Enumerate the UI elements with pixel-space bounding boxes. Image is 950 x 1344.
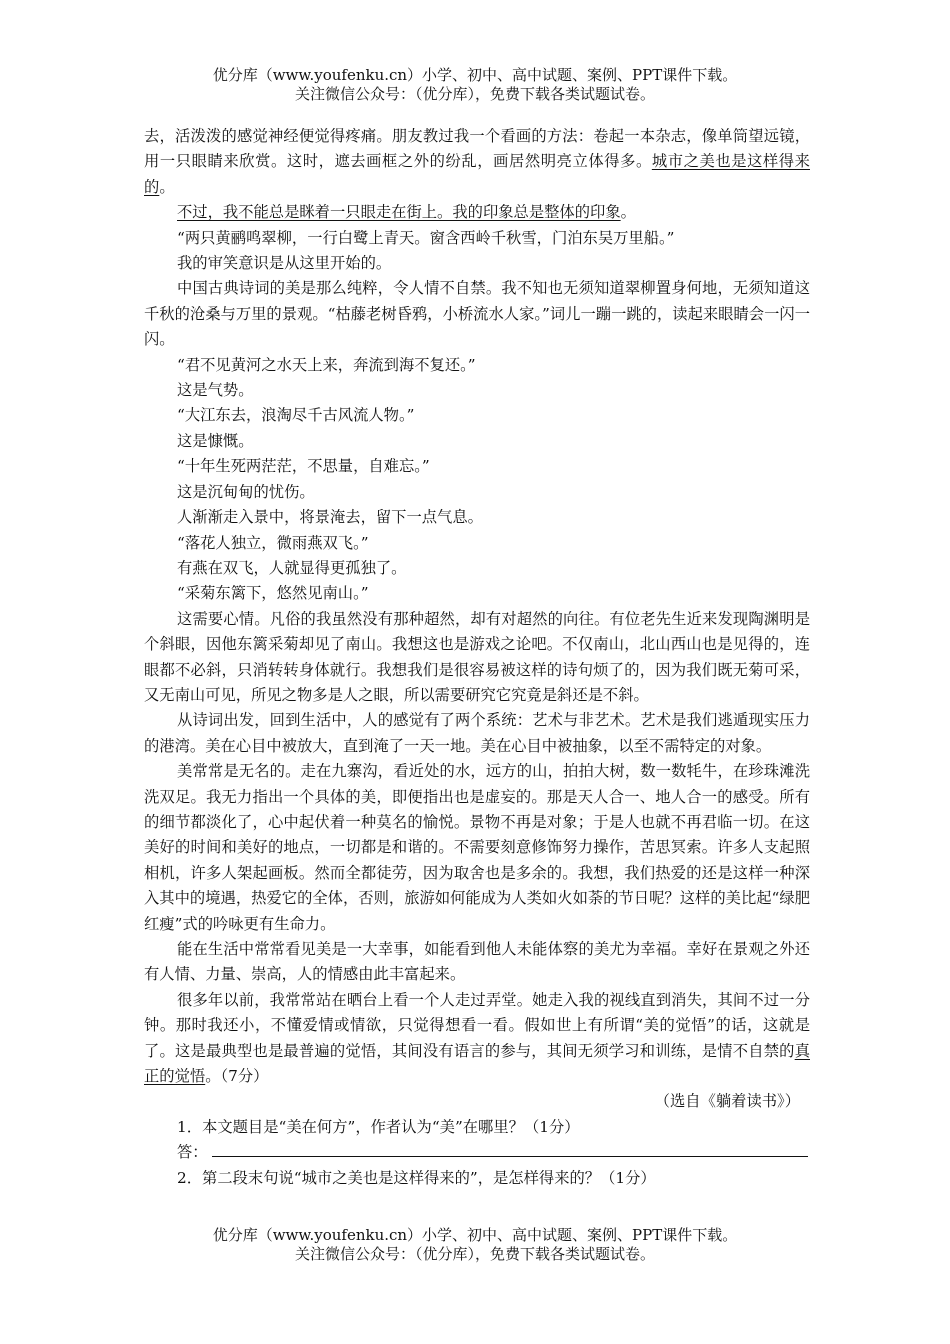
source-citation: （选自《躺着读书》） — [654, 1092, 800, 1111]
header-line-2: 关注微信公众号：（优分库），免费下载各类试题试卷。 — [294, 85, 655, 103]
header-line-1: 优分库（www.youfenku.cn）小学、初中、高中试题、案例、PPT课件下载。 — [212, 66, 738, 84]
paragraph: 这是慷慨。 — [177, 431, 254, 450]
question-2: 2．第二段末句说“城市之美也是这样得来的”，是怎样得来的？（1分） — [177, 1168, 656, 1187]
paragraph: 美常常是无名的。走在九寨沟，看近处的水，远方的山，拍拍大树，数一数牦牛，在珍珠滩洗洗双足。我无力指出一个具体的美，即便指出也是虚妄的。那是天人合一、地人合一的感受。所有的细节都淡化了，心中起伏着一种莫名的愉悦。景物不再是对象；于是人也就不再君临一切。在这美好的时间和美好的地点，一切都是和谐的。不需要刻意修饰努力操作，苦思冥索。许多人支起照相机，许多人架起画板。然而全都徒劳，因为取舍也是多余的。我想，我们热爱的还是这样一种深入其中的境遇，热爱它的全体，否则，旅游如何能成为人类如火如荼的节日呢？这样的美比起“绿肥红瘦”式的吟咏更有生命力。 — [144, 762, 810, 933]
paragraph: 很多年以前，我常常站在晒台上看一个人走过弄堂。她走入我的视线直到消失，其间不过一分钟。那时我还小，不懂爱情或情欲，只觉得想看一看。假如世上有所谓“美的觉悟”的话，这就是了。这是最典型也是最普遍的觉悟，其间没有语言的参与，其间无须学习和训练，是情不自禁的真正的觉悟。（7分） — [144, 990, 810, 1086]
question-1: 1．本文题目是“美在何方”，作者认为“美”在哪里？（1分） — [177, 1117, 580, 1136]
paragraph: 能在生活中常常看见美是一大幸事，如能看到他人未能体察的美尤为幸福。幸好在景观之外还有人情、力量、崇高，人的情感由此丰富起来。 — [144, 940, 810, 984]
paragraph: “两只黄鹂鸣翠柳，一行白鹭上青天。窗含西岭千秋雪，门泊东吴万里船。” — [177, 228, 675, 247]
answer-blank[interactable] — [212, 1142, 808, 1157]
page-header — [0, 66, 950, 104]
underlined-phrase: 城市之美也是这样得来的 — [144, 152, 810, 196]
underlined-phrase: 不过，我不能总是眯着一只眼走在街上。我的印象总是整体的印象 — [177, 203, 621, 222]
footer-line-2: 关注微信公众号：（优分库），免费下载各类试题试卷。 — [294, 1245, 655, 1263]
answer-label: 答： — [177, 1143, 208, 1162]
paragraph: 人渐渐走入景中，将景淹去，留下一点气息。 — [177, 508, 483, 527]
footer-line-1: 优分库（www.youfenku.cn）小学、初中、高中试题、案例、PPT课件下载。 — [212, 1226, 738, 1244]
paragraph: 去，活泼泼的感觉神经便觉得疼痛。朋友教过我一个看画的方法：卷起一本杂志，像单筒望远镜，用一只眼睛来欣赏。这时，遮去画框之外的纷乱，画居然明亮立体得多。城市之美也是这样得来的。 — [144, 127, 810, 196]
paragraph: 我的审笑意识是从这里开始的。 — [177, 254, 392, 273]
paragraph: 这是气势。 — [177, 381, 254, 400]
article-body — [144, 124, 810, 1191]
paragraph: “采菊东篱下，悠然见南山。” — [177, 584, 369, 603]
paragraph: 从诗词出发，回到生活中，人的感觉有了两个系统：艺术与非艺术。艺术是我们逃遁现实压力的港湾。美在心目中被放大，直到淹了一天一地。美在心目中被抽象，以至不需特定的对象。 — [144, 711, 810, 755]
paragraph: 不过，我不能总是眯着一只眼走在街上。我的印象总是整体的印象。 — [177, 203, 636, 222]
paragraph: 这是沉甸甸的忧伤。 — [177, 482, 315, 501]
paragraph: “十年生死两茫茫，不思量，自难忘。” — [177, 457, 430, 476]
answer-row — [144, 1140, 810, 1165]
paragraph: 中国古典诗词的美是那么纯粹，令人情不自禁。我不知也无须知道翠柳置身何地，无须知道这千秋的沧桑与万里的景观。“枯藤老树昏鸦，小桥流水人家。”词儿一蹦一跳的，读起来眼睛会一闪一闪。 — [144, 279, 810, 349]
page-footer — [0, 1226, 950, 1264]
paragraph: 有燕在双飞，人就显得更孤独了。 — [177, 558, 407, 577]
paragraph: “大江东去，浪淘尽千古风流人物。” — [177, 406, 415, 425]
underlined-phrase: 真正的觉悟 — [144, 1041, 810, 1086]
paragraph: “落花人独立，微雨燕双飞。” — [177, 533, 369, 552]
paragraph: 这需要心情。凡俗的我虽然没有那种超然，却有对超然的向往。有位老先生近来发现陶渊明是个斜眼，因他东篱采菊却见了南山。我想这也是游戏之论吧。不仅南山，北山西山也是见得的，连眼都不必斜，只消转转身体就行。我想我们是很容易被这样的诗句烦了的，因为我们既无菊可采，又无南山可见，所见之物多是人之眼，所以需要研究它究竟是斜还是不斜。 — [144, 609, 810, 704]
paragraph: “君不见黄河之水天上来，奔流到海不复还。” — [177, 355, 476, 374]
